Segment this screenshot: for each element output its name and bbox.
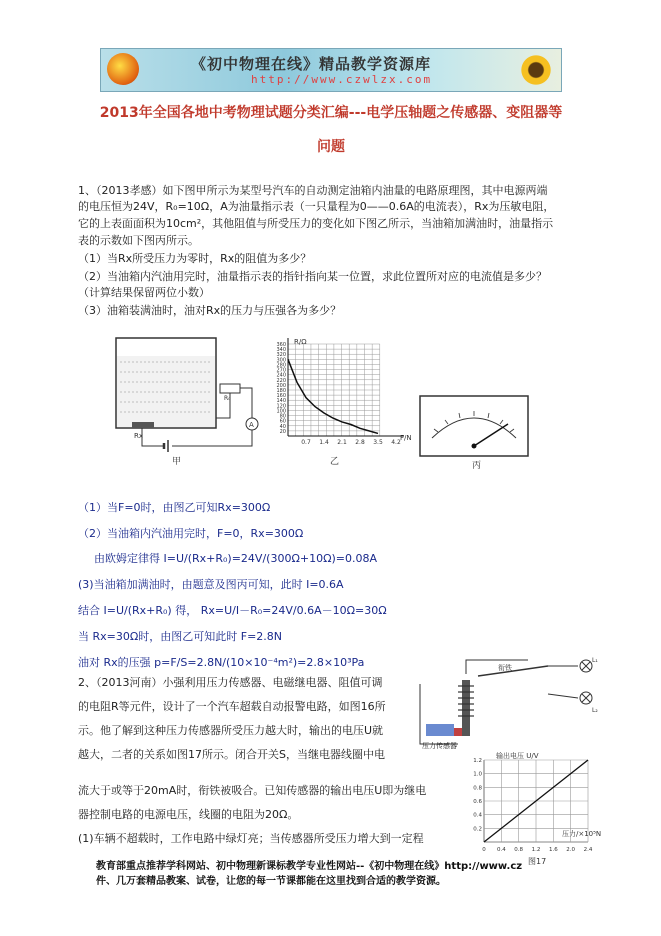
answer-line: （1）当F=0时，由图乙可知Rx=300Ω	[78, 501, 271, 514]
fig17-y-tick-label: 1.2	[473, 758, 482, 764]
y-tick-label: 20	[279, 428, 286, 435]
fig17-y-tick-label: 0.8	[473, 785, 482, 792]
y-tick-label: 160	[276, 393, 286, 400]
ammeter-label: A	[249, 421, 254, 429]
banner-title: 《初中物理在线》精品教学资源库	[191, 55, 432, 73]
answer-line: （2）当油箱内汽油用完时，F=0，Rx=300Ω	[78, 527, 304, 540]
x-tick-label: 2.8	[355, 439, 365, 446]
fig17-x-tick-label: 0.8	[514, 847, 524, 853]
q2-line: 越大，二者的关系如图17所示。闭合开关S，当继电器线圈中电	[78, 748, 385, 761]
fig17-y-tick-labels	[473, 758, 482, 832]
fig17-x-tick-label: 1.2	[531, 847, 541, 853]
lamp-l1-label: L₁	[592, 657, 598, 664]
x-tick-label: 1.4	[319, 439, 329, 446]
fig17-x-tick-label: 1.6	[548, 847, 558, 853]
x-tick-label: 0.7	[301, 439, 311, 446]
figure-jia-circuit	[112, 328, 264, 468]
q1-sub2: （2）当油箱内汽油用完时，油量指示表的指针指向某一位置，求此位置所对应的电流值是多少？	[78, 270, 547, 283]
site-banner[interactable]	[100, 48, 562, 92]
footer-line1: 教育部重点推荐学科网站、初中物理新课标教学专业性网站--《初中物理在线》http://www.cz	[96, 861, 523, 872]
answer-line: 当 Rx=30Ω时，由图乙可知此时 F=2.8N	[78, 630, 283, 643]
x-tick-label: 3.5	[373, 439, 383, 446]
y-axis-label: R/Ω	[294, 338, 307, 346]
fig-yi-label: 乙	[330, 457, 340, 467]
y-tick-label: 280	[276, 362, 286, 369]
armature-bar	[478, 666, 548, 676]
figure17-chart	[470, 752, 610, 868]
footer-line2: 件、几万套精品教案、试卷，让您的每一节课都能在这里找到合适的教学资源。	[96, 876, 446, 887]
fig17-y-tick-label: 0.2	[473, 826, 482, 833]
x-tick-label: 2.1	[337, 439, 347, 446]
fig17-y-tick-label: 0.4	[473, 812, 482, 819]
fig17-x-tick-labels	[482, 847, 593, 853]
figure-yi-chart	[266, 336, 416, 470]
q1-line: 它的上表面面积为10cm²，其他阻值与所受压力的变化如下图乙所示，当油箱加满油时，油量指示	[78, 217, 554, 230]
r0-resistor	[220, 384, 240, 393]
y-tick-label: 300	[276, 357, 286, 364]
rx-sensor	[132, 422, 154, 428]
answer-line: 结合 I=U/(Rx+R₀) 得， Rx=U/I－R₀=24V/0.6A－10Ω=30Ω	[78, 604, 387, 617]
x-tick-label: 4.2	[391, 439, 401, 446]
chart-grid	[288, 338, 404, 436]
q2-line: (1)车辆不超载时，工作电路中绿灯亮；当传感器所受压力增大到一定程	[78, 832, 424, 845]
y-tick-label: 320	[276, 352, 286, 359]
figure-bing-meter	[418, 394, 530, 470]
fig-bing-label: 丙	[472, 461, 482, 470]
answer-line: 油对 Rx的压强 p=F/S=2.8N/(10×10⁻⁴m²)=2.8×10³Pa	[78, 656, 365, 669]
q2-line: 流大于或等于20mA时，衔铁被吸合。已知传感器的输出电压U即为继电	[78, 784, 427, 797]
rx-label: Rx	[134, 432, 144, 440]
y-tick-label: 340	[276, 347, 286, 354]
q2-line: 器控制电路的电源电压，线圈的电阻为20Ω。	[78, 808, 299, 821]
y-tick-label: 40	[279, 423, 286, 430]
fig17-y-tick-label: 1.0	[473, 771, 482, 778]
y-tick-label: 220	[276, 377, 286, 384]
y-tick-label: 200	[276, 382, 286, 389]
document-title-line2: 问题	[317, 139, 345, 155]
y-tick-label: 360	[276, 342, 286, 348]
y-tick-label: 180	[276, 388, 286, 394]
y-tick-label: 240	[276, 372, 286, 379]
y-tick-label: 140	[276, 398, 286, 405]
x-axis-label: F/N	[400, 434, 412, 442]
document-title: 2013年全国各地中考物理试题分类汇编---电学压轴题之传感器、变阻器等	[99, 105, 563, 121]
armature-label: 衔铁	[498, 664, 512, 672]
site-logo-icon	[107, 53, 139, 85]
answer-line: 由欧姆定律得 I=U/(Rx+R₀)=24V/(300Ω+10Ω)=0.08A	[94, 552, 378, 565]
q2-line: 示。他了解到这种压力传感器所受压力越大时，输出的电压U就	[78, 724, 384, 737]
q1-line: 1、（2013孝感）如下图甲所示为某型号汽车的自动测定油箱内油量的电路原理图，其中电源两端	[78, 184, 548, 197]
r0-label: R₀	[224, 395, 231, 402]
q2-line: 2、（2013河南）小强利用压力传感器、电磁继电器、阻值可调	[78, 676, 383, 689]
electromagnet-core	[462, 680, 470, 736]
q2-line: 的电阻R等元件，设计了一个汽车超载自动报警电路，如图16所	[78, 700, 386, 713]
fuel-liquid	[117, 356, 215, 427]
q1-sub3: （3）油箱装满油时，油对Rx的压力与压强各为多少？	[78, 304, 342, 317]
fig17-x-label: 压力/×10⁵N	[562, 830, 602, 838]
y-tick-label: 100	[276, 408, 286, 415]
fig17-caption: 图17	[528, 857, 547, 866]
truck-icon	[426, 724, 454, 736]
fig17-x-tick-label: 0	[482, 847, 486, 853]
fig17-y-label: 输出电压 U/V	[496, 752, 539, 760]
answer-line: (3)当油箱加满油时，由题意及图丙可知，此时 I=0.6A	[78, 578, 344, 591]
q1-sub2-note: （计算结果保留两位小数）	[78, 286, 210, 299]
y-tick-label: 80	[279, 413, 286, 420]
banner-url[interactable]: http://www.czwlzx.com	[251, 73, 433, 86]
fig17-x-tick-label: 2.4	[583, 847, 593, 853]
y-tick-label: 270	[276, 367, 286, 374]
y-tick-label: 60	[279, 418, 286, 425]
y-tick-label: 120	[276, 403, 286, 410]
fig17-y-tick-label: 0.6	[473, 799, 482, 805]
sunflower-icon	[519, 53, 553, 87]
q1-sub1: （1）当Rx所受压力为零时，Rx的阻值为多少？	[78, 252, 312, 265]
lamp-l2-label: L₂	[592, 707, 598, 714]
q1-line: 表的示数如下图丙所示。	[78, 234, 199, 247]
q1-line: 的电压恒为24V，R₀=10Ω，A为油量指示表（一只量程为0——0.6A的电流表），Rx为压敏电阻，	[78, 200, 555, 213]
x-tick-labels	[301, 439, 401, 446]
figure16-relay-circuit	[418, 654, 604, 750]
fig-jia-label: 甲	[172, 457, 182, 467]
fig17-x-tick-label: 2.0	[566, 847, 576, 853]
fig17-x-tick-label: 0.4	[496, 847, 506, 853]
sensor-label: 压力传感器	[422, 742, 457, 750]
y-tick-labels	[276, 342, 286, 435]
